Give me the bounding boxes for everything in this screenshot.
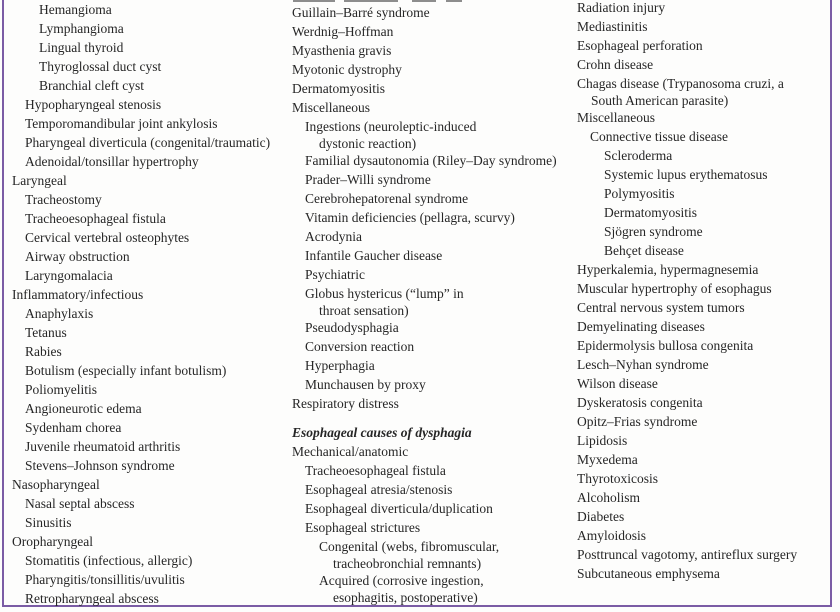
list-item: Airway obstruction (25, 249, 130, 264)
list-item: Radiation injury (577, 0, 666, 15)
list-item: Vitamin deficiencies (pellagra, scurvy) (305, 210, 515, 225)
list-item: Guillain–Barré syndrome (292, 5, 430, 20)
list-item: Miscellaneous (292, 100, 370, 115)
list-item: Posttruncal vagotomy, antireflux surgery (577, 547, 798, 562)
list-item: Acrodynia (305, 229, 362, 244)
list-item: Chagas disease (Trypanosoma cruzi, a South American parasite) (577, 74, 837, 108)
list-item: Acquired (corrosive ingestion, esophagitis, postoperative) (292, 571, 572, 605)
list-item: Nasopharyngeal (12, 477, 100, 492)
list-item: Esophageal perforation (577, 38, 703, 53)
cropped-text-fragment-segment (412, 0, 436, 2)
list-item: Tetanus (25, 325, 67, 340)
list-item: Amyloidosis (577, 528, 647, 543)
list-item: Werdnig–Hoffman (292, 24, 394, 39)
list-item: Juvenile rheumatoid arthritis (25, 439, 181, 454)
list-item: Globus hystericus (“lump” in throat sensation) (292, 284, 572, 318)
list-item-wrap-line: esophagitis, postoperative) (333, 590, 478, 605)
list-item: Hyperphagia (305, 358, 375, 373)
list-item: Epidermolysis bullosa congenita (577, 338, 754, 353)
list-item: Polymyositis (604, 186, 675, 201)
list-item: Lymphangioma (39, 21, 124, 36)
list-item: Hypopharyngeal stenosis (25, 97, 162, 112)
list-item: Wilson disease (577, 376, 658, 391)
list-item: Esophageal atresia/stenosis (305, 482, 453, 497)
table-border-left (2, 0, 4, 607)
list-item: Lesch–Nyhan syndrome (577, 357, 709, 372)
list-item: Opitz–Frias syndrome (577, 414, 698, 429)
list-item: Psychiatric (305, 267, 365, 282)
list-item: Myotonic dystrophy (292, 62, 402, 77)
list-item: Tracheoesophageal fistula (25, 211, 166, 226)
list-item: Lingual thyroid (39, 40, 124, 55)
list-item: Retropharyngeal abscess (25, 591, 159, 606)
list-item: Dyskeratosis congenita (577, 395, 703, 410)
list-item-wrap-line: South American parasite) (591, 93, 729, 108)
list-item: Mediastinitis (577, 19, 648, 34)
list-item: Munchausen by proxy (305, 377, 426, 392)
list-item: Connective tissue disease (590, 129, 728, 144)
list-item: Alcoholism (577, 490, 640, 505)
list-item: Ingestions (neuroleptic-induced dystonic reaction) (292, 117, 572, 151)
list-item: Inflammatory/infectious (12, 287, 144, 302)
list-item: Thyrotoxicosis (577, 471, 658, 486)
column-1 (12, 0, 284, 608)
list-item: Sydenham chorea (25, 420, 122, 435)
cropped-text-fragment-segment (446, 0, 462, 2)
list-item: Stomatitis (infectious, allergic) (25, 553, 193, 568)
cropped-text-fragment-segment (293, 0, 335, 2)
list-item: Lipidosis (577, 433, 628, 448)
list-item: Central nervous system tumors (577, 300, 745, 315)
list-item: Poliomyelitis (25, 382, 98, 397)
list-item: Laryngeal (12, 173, 67, 188)
list-item: Cerebrohepatorenal syndrome (305, 191, 469, 206)
list-item: Conversion reaction (305, 339, 415, 354)
list-item-wrap-line: dystonic reaction) (319, 136, 417, 151)
cropped-text-fragment-segment (344, 0, 398, 2)
list-item: Stevens–Johnson syndrome (25, 458, 175, 473)
list-item: Dermatomyositis (604, 205, 697, 220)
list-item-wrap-line: throat sensation) (319, 303, 409, 318)
list-item: Rabies (25, 344, 62, 359)
list-item: Miscellaneous (577, 110, 655, 125)
list-item: Familial dysautonomia (Riley–Day syndrome) (305, 153, 557, 168)
list-item: Nasal septal abscess (25, 496, 135, 511)
list-item: Tracheoesophageal fistula (305, 463, 446, 478)
list-item: Botulism (especially infant botulism) (25, 363, 227, 378)
list-item: Mechanical/anatomic (292, 444, 409, 459)
list-item: Adenoidal/tonsillar hypertrophy (25, 154, 199, 169)
list-item: Angioneurotic edema (25, 401, 142, 416)
list-item: Behçet disease (604, 243, 684, 258)
list-item: Hemangioma (39, 2, 112, 17)
list-item: Sinusitis (25, 515, 72, 530)
list-item: Respiratory distress (292, 396, 399, 411)
list-item: Demyelinating diseases (577, 319, 705, 334)
list-item: Oropharyngeal (12, 534, 93, 549)
list-item: Cervical vertebral osteophytes (25, 230, 190, 245)
list-item: Congenital (webs, fibromuscular, tracheobronchial remnants) (292, 537, 572, 571)
list-item: Laryngomalacia (25, 268, 113, 283)
list-item: Myxedema (577, 452, 638, 467)
list-item: Anaphylaxis (25, 306, 94, 321)
list-item: Branchial cleft cyst (39, 78, 144, 93)
list-item: Sjögren syndrome (604, 224, 703, 239)
list-item: Infantile Gaucher disease (305, 248, 443, 263)
list-item: Diabetes (577, 509, 625, 524)
list-item: Pharyngeal diverticula (congenital/traumatic) (25, 135, 271, 150)
column-3 (577, 0, 837, 583)
list-item: Temporomandibular joint ankylosis (25, 116, 218, 131)
list-item-wrap-line: tracheobronchial remnants) (333, 556, 482, 571)
cropped-text-fragment (293, 0, 462, 2)
list-item: Tracheostomy (25, 192, 102, 207)
list-item: Pseudodysphagia (305, 320, 399, 335)
list-item: Scleroderma (604, 148, 673, 163)
list-item: Muscular hypertrophy of esophagus (577, 281, 772, 296)
list-item: Prader–Willi syndrome (305, 172, 431, 187)
list-item: Crohn disease (577, 57, 654, 72)
list-item: Pharyngitis/tonsillitis/uvulitis (25, 572, 185, 587)
list-item: Myasthenia gravis (292, 43, 392, 58)
list-item: Hyperkalemia, hypermagnesemia (577, 262, 759, 277)
list-item: Esophageal diverticula/duplication (305, 501, 493, 516)
section-heading: Esophageal causes of dysphagia (292, 425, 472, 440)
list-item: Esophageal strictures (305, 520, 421, 535)
list-item: Dermatomyositis (292, 81, 385, 96)
column-2 (292, 3, 572, 605)
list-item: Subcutaneous emphysema (577, 566, 720, 581)
list-item: Thyroglossal duct cyst (39, 59, 162, 74)
list-item: Systemic lupus erythematosus (604, 167, 768, 182)
